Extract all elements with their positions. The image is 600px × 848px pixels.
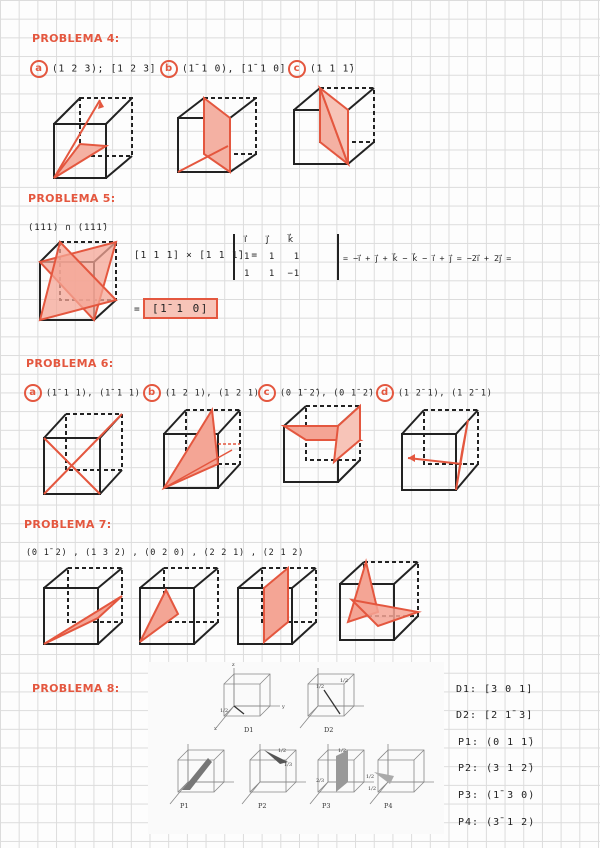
- cube-6d: [400, 408, 490, 498]
- fig-label-d2: D2: [324, 726, 334, 734]
- problem-7-title: PROBLEMA 7:: [24, 518, 112, 531]
- option-d-mark: d: [376, 384, 394, 402]
- p6d-text: (1 2̄ 1), (1 2̄ 1): [398, 388, 493, 399]
- p6b-label: [143, 384, 260, 402]
- result-box: [1̄ 1 0]: [143, 298, 218, 319]
- cube-4a: [52, 96, 142, 186]
- cross-product-expansion: = −i⃗ + j⃗ + k⃗ − k⃗ − i⃗ + j⃗ = −2i⃗ + 2j⃗ =: [343, 253, 512, 263]
- det-row-2: 1 1 1: [244, 252, 300, 262]
- frac-label: 1/2: [368, 786, 377, 792]
- answer-p2: P2: (3 1 2̄): [458, 763, 536, 774]
- p6a-label: [24, 384, 141, 402]
- cube-7a: [42, 566, 132, 656]
- p6d-label: [376, 384, 493, 402]
- option-a-mark: a: [30, 60, 48, 78]
- result-equals: =: [134, 304, 141, 315]
- p4c-text: (1 1 1̄): [310, 63, 356, 75]
- p7-plane-list: (0 1̄ 2) , (1 3 2) , (0 2 0) , (2 2 1) , (2 1 2): [26, 548, 305, 558]
- axes-p1: [168, 744, 238, 810]
- p4b-text: (1̄ 1 0), [1̄ 1 0]: [182, 63, 287, 75]
- axis-z-label: z: [232, 662, 235, 668]
- option-a-mark: a: [24, 384, 42, 402]
- p4a-text: (1 2 3); [1 2 3]: [52, 63, 157, 75]
- problem-6-title: PROBLEMA 6:: [26, 357, 114, 370]
- option-c-mark: c: [258, 384, 276, 402]
- cube-7d: [338, 560, 428, 650]
- cube-5: [36, 240, 131, 328]
- p4a-label: [30, 60, 156, 78]
- p6c-label: [258, 384, 375, 402]
- frac-label: 1/2: [220, 708, 229, 714]
- cube-4b: [176, 96, 266, 186]
- p6c-text: (0 1̄ 2̄), (0 1̄ 2̄): [280, 388, 375, 399]
- cube-7b: [138, 566, 228, 656]
- axes-p2: [240, 744, 310, 810]
- axes-d1: [214, 668, 284, 732]
- cube-6a: [42, 412, 132, 502]
- answer-p3: P3: (1̄ 3 0): [458, 790, 536, 801]
- frac-label: 1/3: [284, 762, 293, 768]
- cube-4c: [292, 86, 382, 176]
- frac-label: 1/2: [316, 684, 325, 690]
- option-b-mark: b: [143, 384, 161, 402]
- frac-label: 1/2: [338, 748, 347, 754]
- p4b-label: [160, 60, 286, 78]
- frac-label: 2/3: [316, 778, 325, 784]
- axis-x-label: x: [214, 726, 217, 732]
- option-b-mark: b: [160, 60, 178, 78]
- p4c-label: [288, 60, 356, 78]
- answer-d1: D1: [3 0 1]: [456, 684, 534, 695]
- problem-5-title: PROBLEMA 5:: [28, 192, 116, 205]
- problem-4-title: PROBLEMA 4:: [32, 32, 120, 45]
- reference-figure-panel: [148, 662, 444, 834]
- frac-label: 1/2: [340, 678, 349, 684]
- frac-label: 1/2: [278, 748, 287, 754]
- fig-label-p1: P1: [180, 802, 189, 810]
- problem-8-title: PROBLEMA 8:: [32, 682, 120, 695]
- cube-6b: [162, 408, 252, 498]
- cross-product-lhs: [1 1 1] × [1 1 1̄] =: [134, 250, 258, 261]
- cube-6c: [282, 404, 372, 494]
- answer-p4: P4: (3̄ 1 2): [458, 817, 536, 828]
- det-row-3: 1 1 −1: [244, 269, 300, 279]
- cube-7c: [236, 566, 326, 656]
- p6a-text: (1̄ 1 1), (1̄ 1 1): [46, 388, 141, 399]
- answer-d2: D2: [2 1̄ 3]: [456, 710, 534, 721]
- fig-label-p4: P4: [384, 802, 393, 810]
- p6b-text: (1 2 1), (1 2 1): [165, 388, 260, 399]
- fig-label-p3: P3: [322, 802, 331, 810]
- answer-p1: P1: (0 1 1̄): [458, 737, 536, 748]
- frac-label: 1/2: [366, 774, 375, 780]
- axis-y-label: y: [282, 704, 285, 710]
- fig-label-p2: P2: [258, 802, 267, 810]
- p5-intersection: (111) ∩ (111̄): [28, 223, 109, 233]
- axes-p4: [368, 744, 438, 810]
- option-c-mark: c: [288, 60, 306, 78]
- axes-d2: [298, 668, 368, 732]
- fig-label-d1: D1: [244, 726, 254, 734]
- det-row-1: i⃗ j⃗ k⃗: [244, 235, 294, 245]
